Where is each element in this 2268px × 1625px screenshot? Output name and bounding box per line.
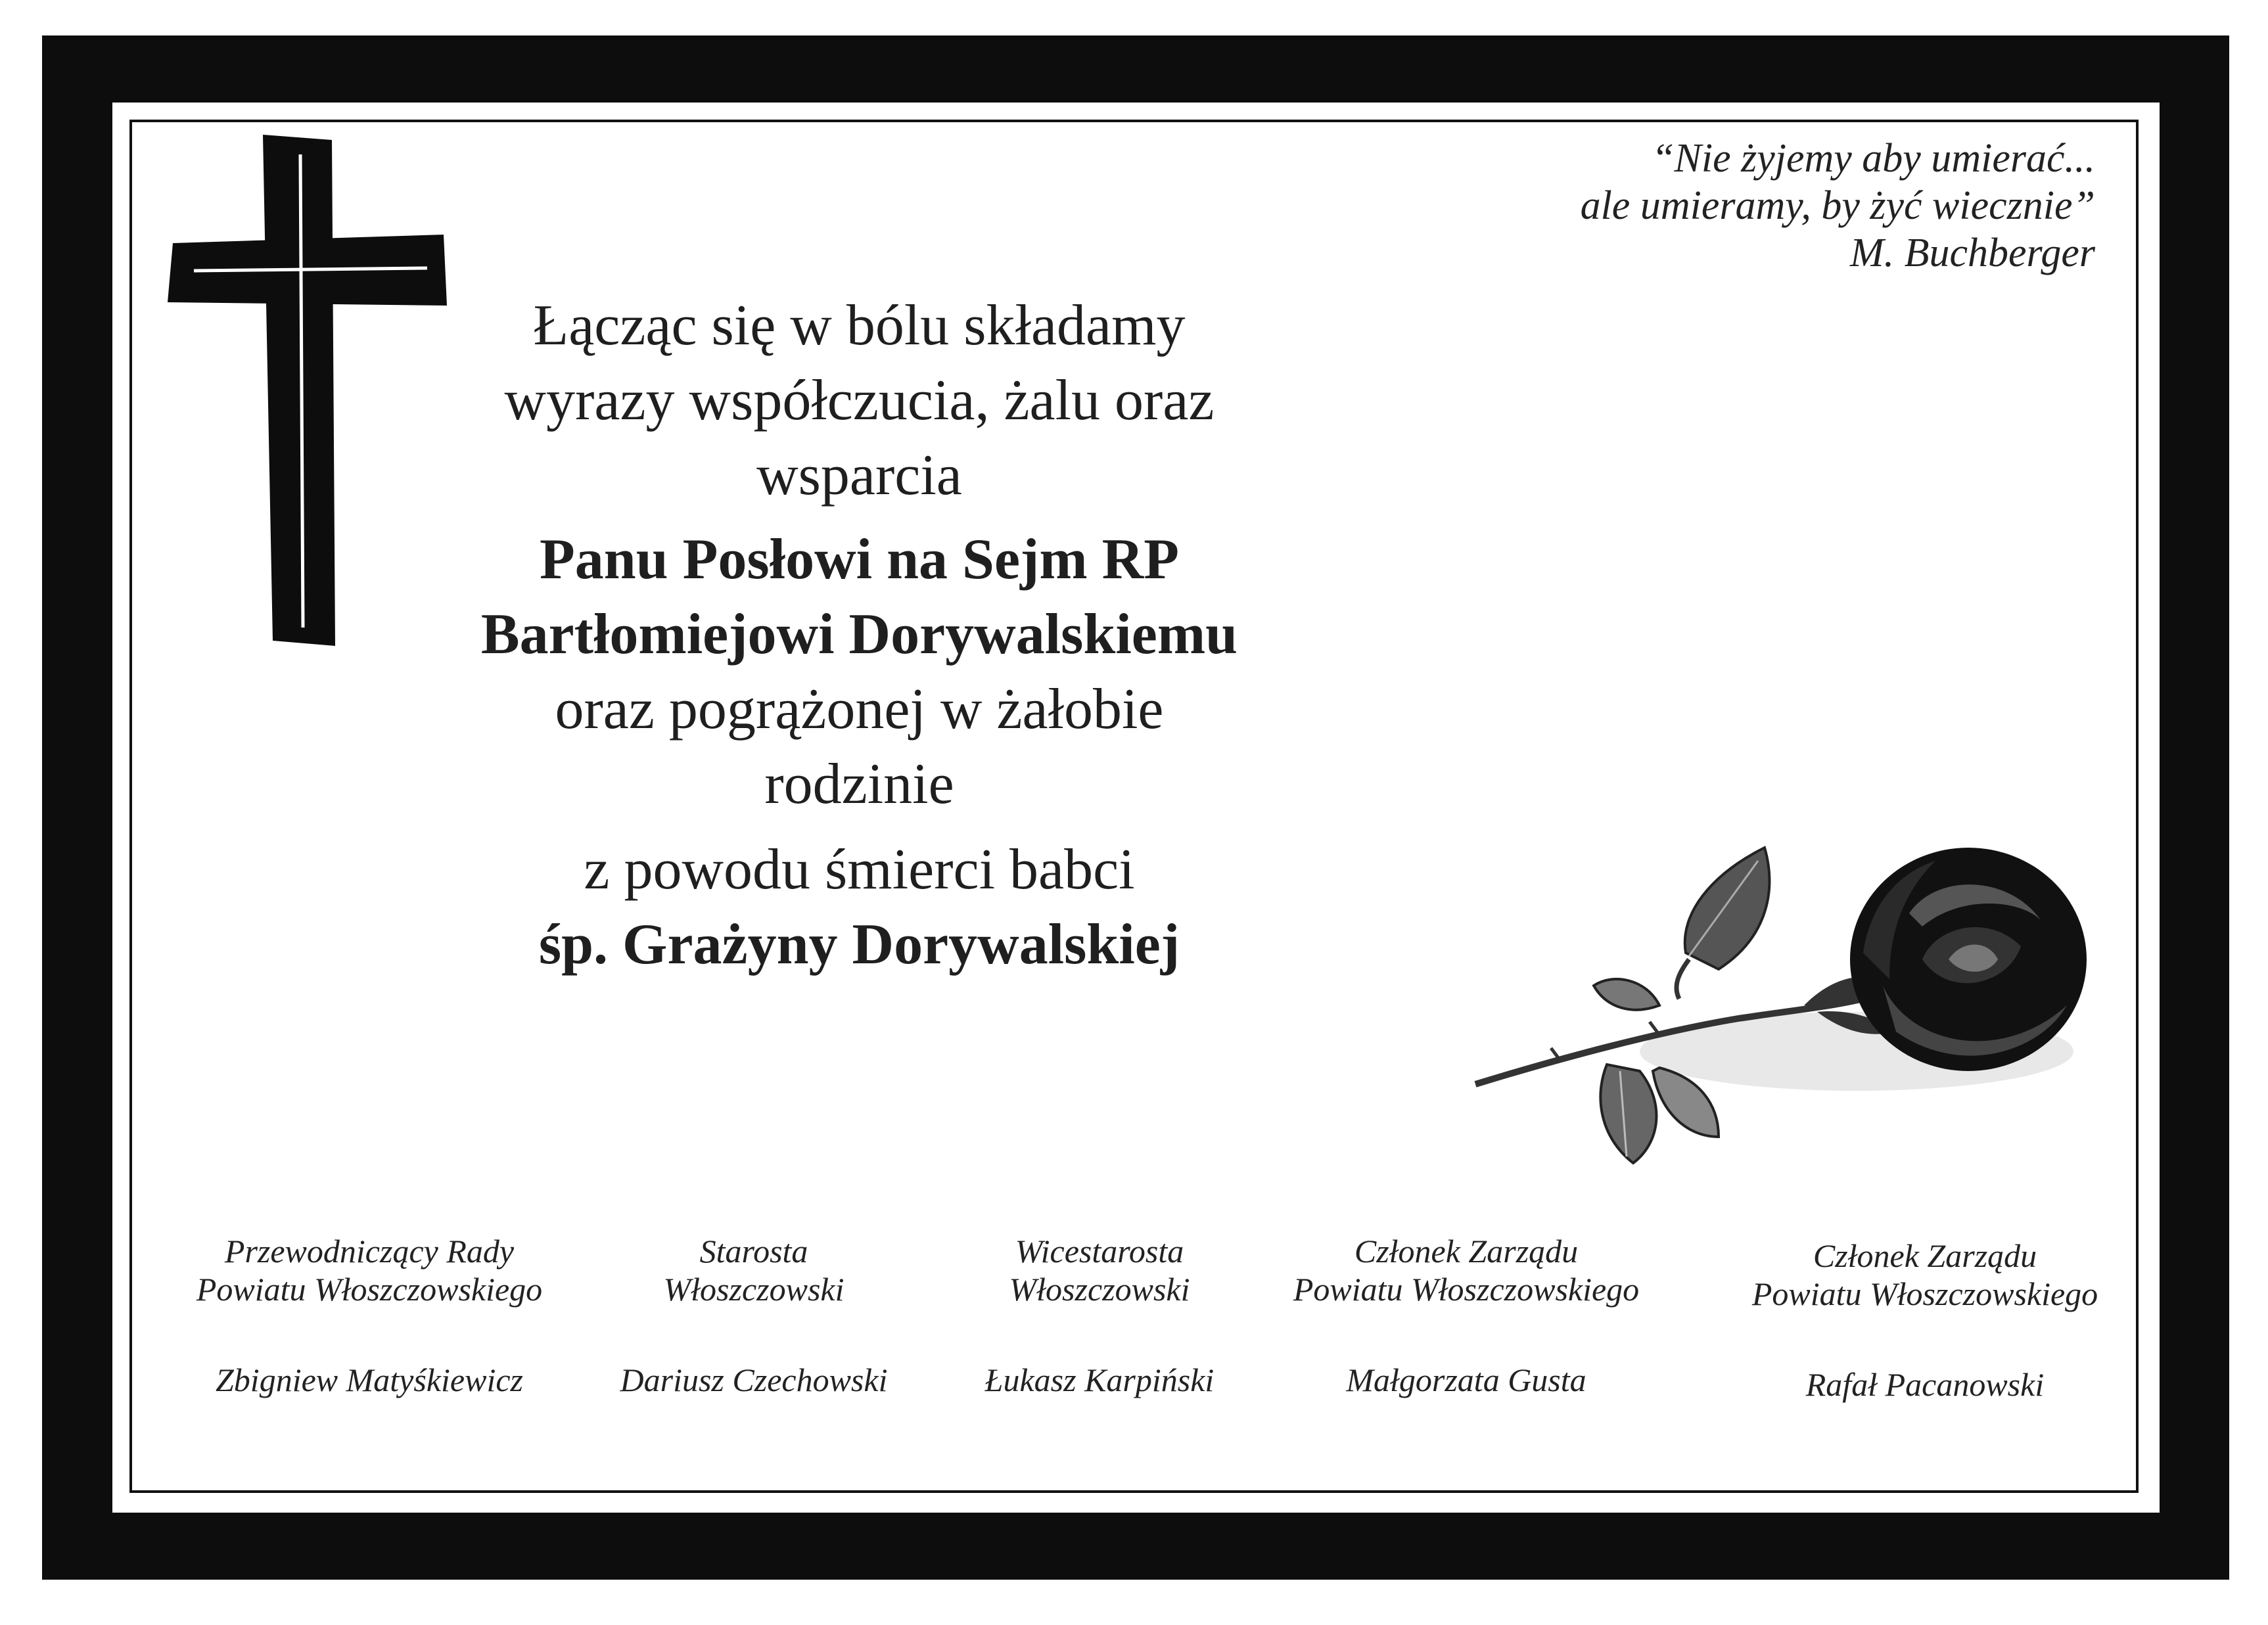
recipient-family: oraz pogrążonej w żałobie rodzinie [555,677,1164,816]
intro-line: wyrazy współczucia, żalu oraz wsparcia [504,369,1215,507]
signer-name: Łukasz Karpiński [984,1362,1215,1398]
signer-title: Wicestarosta [1015,1233,1184,1270]
signer-name: Dariusz Czechowski [620,1362,888,1398]
intro-line: Łącząc się w bólu składamy [533,294,1186,357]
condolence-recipient [460,522,1259,822]
signer-title: Powiatu Włoszczowskiego [196,1271,543,1308]
signer-name: Zbigniew Matyśkiewicz [216,1362,523,1398]
quote-author: M. Buchberger [1849,231,2095,275]
quote-block [1581,135,2095,277]
condolence-reason [460,833,1259,982]
signer-title: Przewodniczący Rady [224,1233,515,1270]
cross-icon [168,135,450,646]
quote-line: “Nie żyjemy aby umierać... [1652,136,2095,181]
rose-illustration [1462,835,2106,1229]
recipient-name: Bartłomiejowi Dorywalskiemu [480,603,1238,666]
signer-title: Powiatu Włoszczowskiego [1293,1271,1640,1308]
signer-title: Włoszczowski [663,1271,845,1308]
signer-name: Rafał Pacanowski [1805,1366,2045,1403]
signer-title: Starosta [699,1233,808,1270]
recipient-title: Panu Posłowi na Sejm RP [540,528,1179,591]
quote-line: ale umieramy, by żyć wiecznie” [1580,183,2095,228]
signer-title: Włoszczowski [1009,1271,1190,1308]
reason-line: z powodu śmierci babci [584,838,1135,902]
signer-title: Powiatu Włoszczowskiego [1751,1275,2098,1312]
condolence-intro [460,288,1259,513]
deceased-name: śp. Grażyny Dorywalskiej [538,913,1180,976]
signer-name: Małgorzata Gusta [1346,1362,1586,1398]
signer-title: Członek Zarządu [1354,1233,1579,1270]
signer-title: Członek Zarządu [1813,1237,2037,1274]
